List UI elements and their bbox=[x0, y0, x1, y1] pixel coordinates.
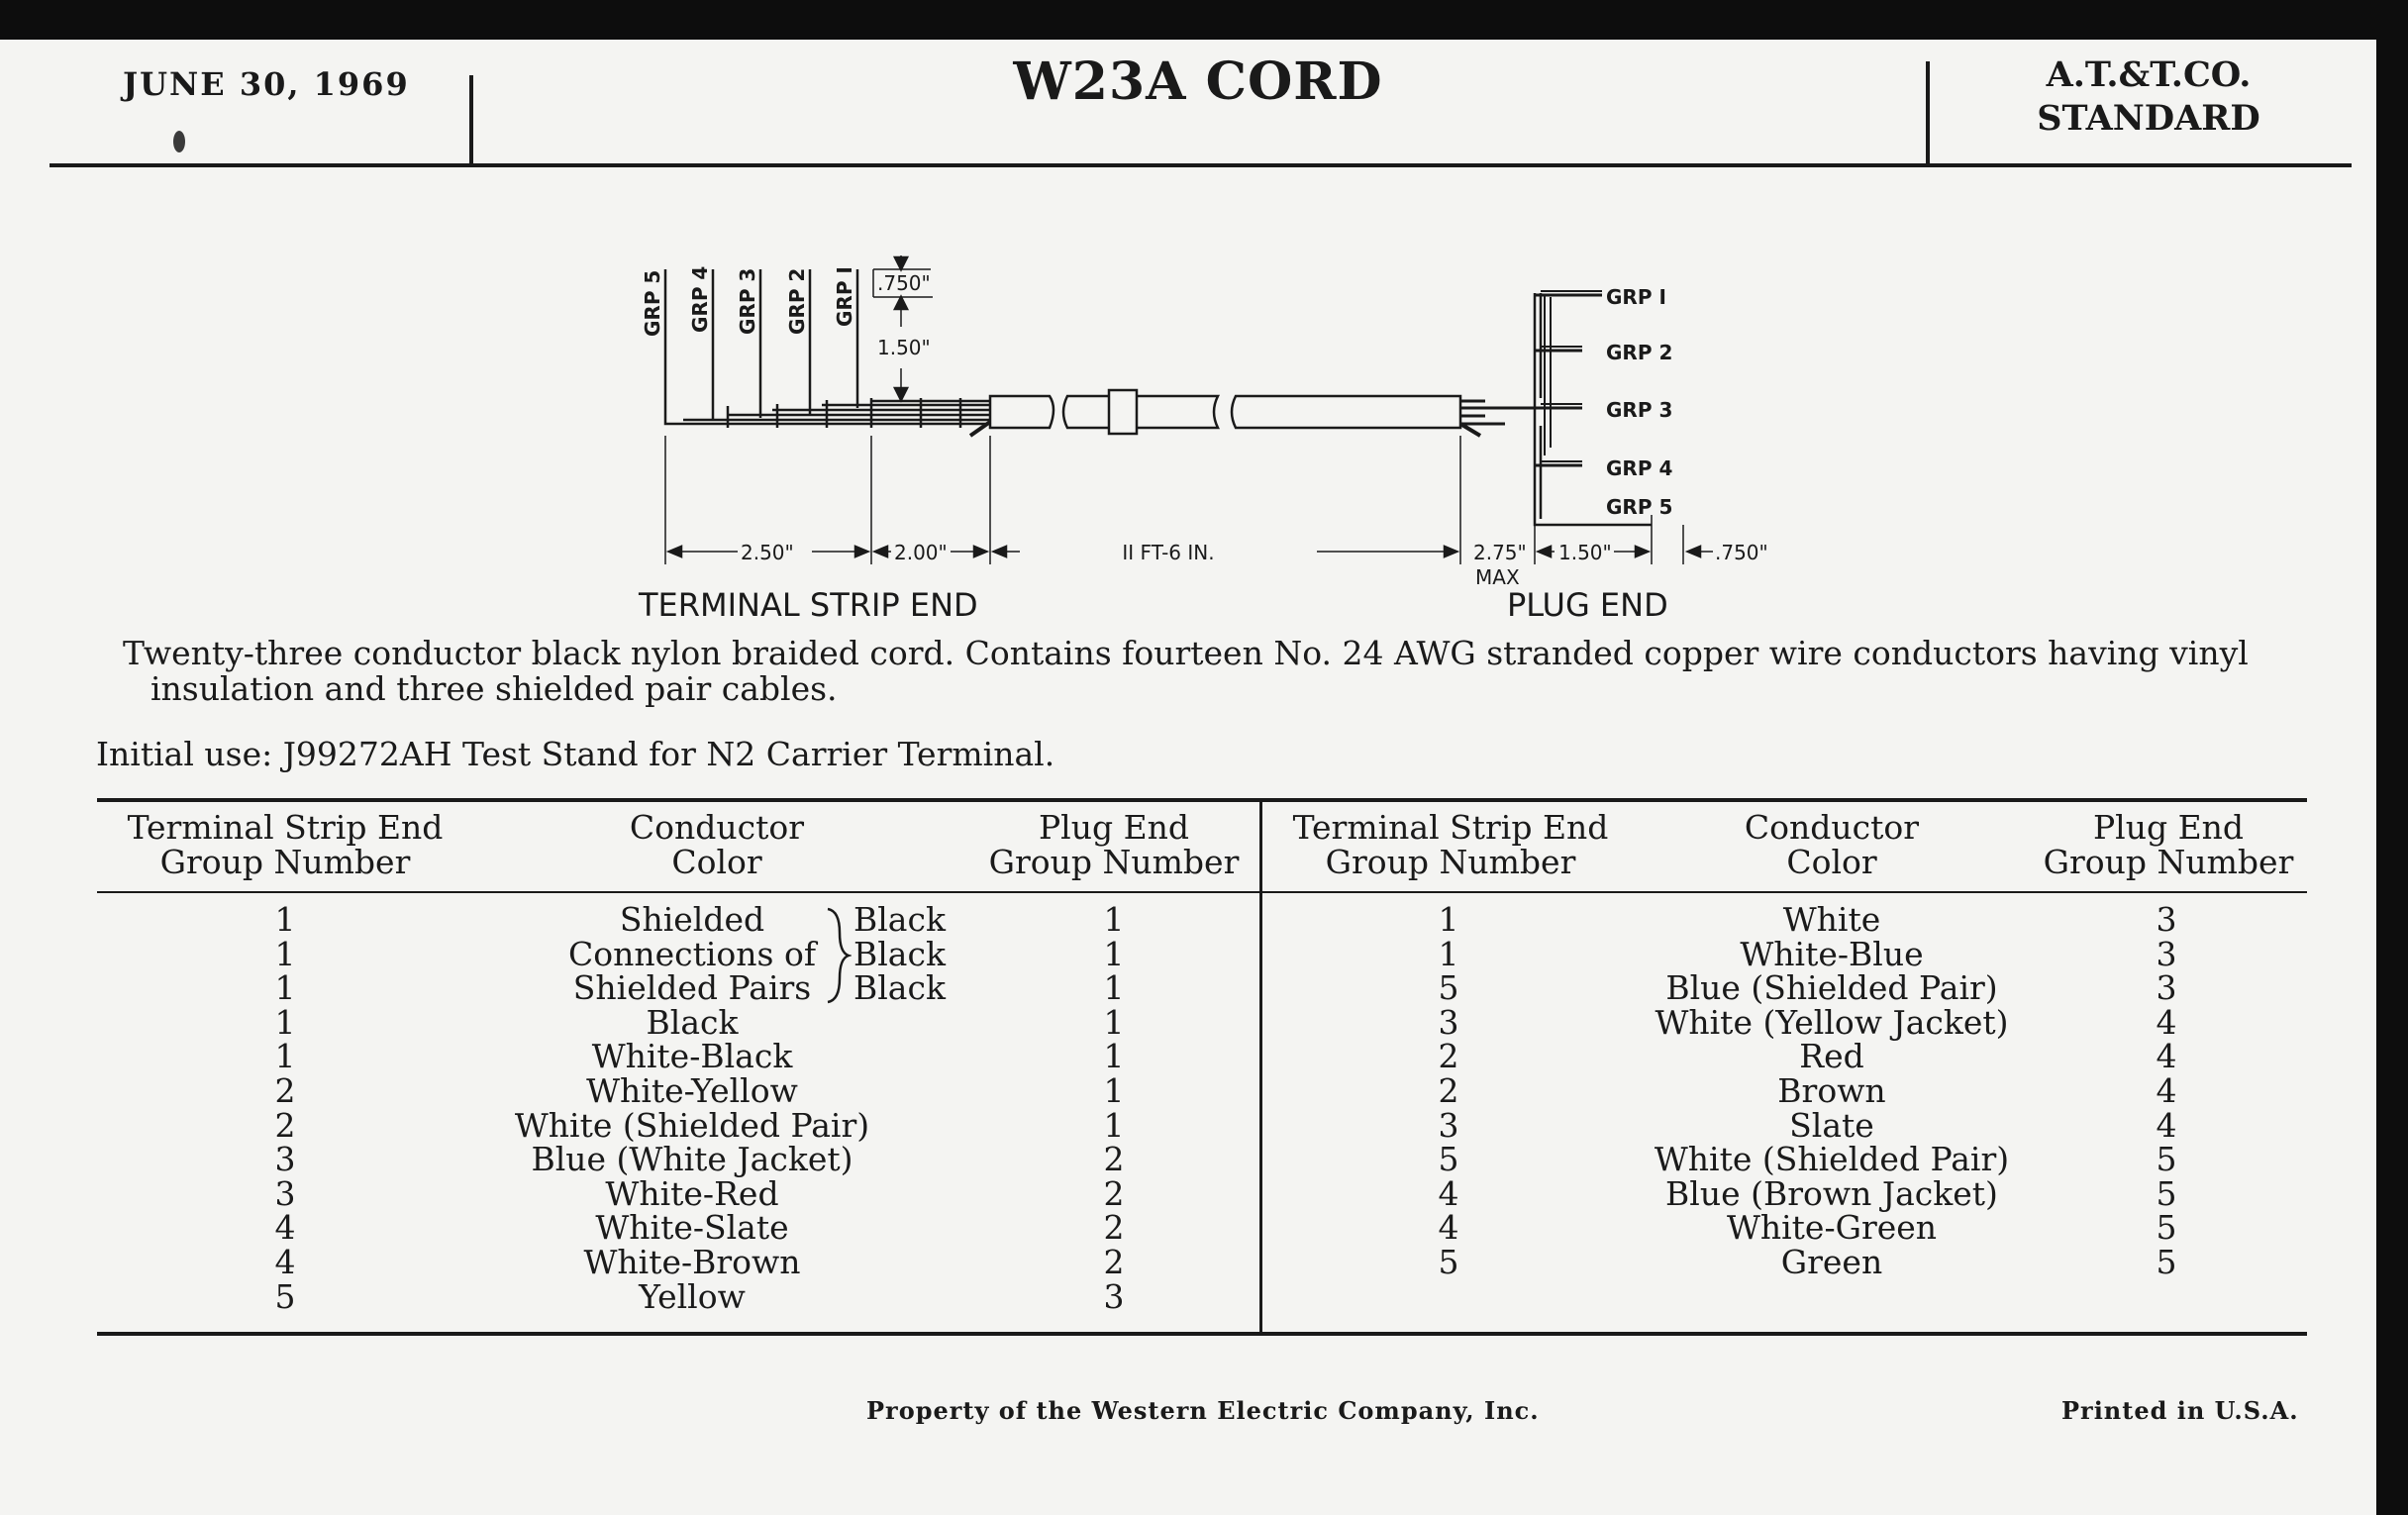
table-cell: Black bbox=[646, 1002, 739, 1042]
plug-label-grp2: GRP 2 bbox=[1606, 341, 1673, 364]
header-text: Group Number bbox=[988, 843, 1240, 881]
table-cell: White (Shielded Pair) bbox=[1654, 1140, 2010, 1179]
table-cell: White-Green bbox=[1726, 1208, 1938, 1248]
table-cell: White-Brown bbox=[583, 1242, 801, 1281]
table-cell: Red bbox=[1799, 1037, 1864, 1076]
table-cell: 5 bbox=[274, 1276, 296, 1316]
dim-cord-length: II FT-6 IN. bbox=[1122, 541, 1215, 564]
table-cell: 3 bbox=[274, 1173, 296, 1213]
table-cell: 1 bbox=[1103, 900, 1125, 939]
table-cell: 1 bbox=[1103, 1105, 1125, 1145]
table-cell: White-Red bbox=[605, 1173, 779, 1213]
table-cell: White-Black bbox=[591, 1037, 793, 1076]
table-cell: White (Shielded Pair) bbox=[514, 1105, 870, 1145]
table-cell: 3 bbox=[1438, 1105, 1459, 1145]
table-cell: Connections of bbox=[567, 934, 817, 973]
table-cell: 1 bbox=[274, 900, 296, 939]
table-cell: Shielded bbox=[619, 900, 765, 939]
table-cell: 5 bbox=[2156, 1208, 2177, 1248]
table-cell: 1 bbox=[1438, 900, 1459, 939]
table-cell: 4 bbox=[2156, 1105, 2177, 1145]
right-color-column bbox=[1604, 900, 2059, 1281]
table-cell: 4 bbox=[2156, 1037, 2177, 1076]
table-cell: White (Yellow Jacket) bbox=[1655, 1002, 2009, 1042]
table-cell: 3 bbox=[1438, 1002, 1459, 1042]
shielded-pair-brace bbox=[822, 903, 852, 1008]
label-terminal-strip-end: TERMINAL STRIP END bbox=[639, 586, 978, 624]
table-cell: 1 bbox=[274, 934, 296, 973]
table-cell: 1 bbox=[1103, 968, 1125, 1008]
table-cell: White-Slate bbox=[595, 1208, 789, 1248]
terminal-label-grp5: GRP 5 bbox=[641, 269, 664, 337]
footer-printed-in: Printed in U.S.A. bbox=[2061, 1396, 2299, 1425]
table-cell: 2 bbox=[1103, 1140, 1125, 1179]
table-cell: Black bbox=[853, 968, 946, 1008]
header-text: Plug End bbox=[1038, 808, 1190, 847]
table-cell: Green bbox=[1780, 1242, 1883, 1281]
header-text: Group Number bbox=[2043, 843, 2294, 881]
standard-line-1: A.T.&T.CO. bbox=[2046, 54, 2252, 95]
left-plug-column bbox=[1064, 900, 1163, 1316]
standard-line-2: STANDARD bbox=[2037, 98, 2260, 139]
table-cell: 3 bbox=[2156, 968, 2177, 1008]
header-text: Terminal Strip End bbox=[127, 808, 444, 847]
table-cell: 1 bbox=[1103, 1037, 1125, 1076]
table-cell: 1 bbox=[274, 1037, 296, 1076]
table-header-rule bbox=[97, 891, 2307, 893]
table-cell: 4 bbox=[1438, 1173, 1459, 1213]
left-terminal-column bbox=[236, 900, 335, 1316]
table-cell: 5 bbox=[2156, 1242, 2177, 1281]
dim-150-plug: 1.50" bbox=[1558, 541, 1612, 564]
table-cell: Black bbox=[853, 934, 946, 973]
dim-150-top: 1.50" bbox=[877, 336, 931, 359]
table-cell: 3 bbox=[2156, 934, 2177, 973]
table-cell: Blue (Shielded Pair) bbox=[1665, 968, 1998, 1008]
header-plug-group-right bbox=[2030, 810, 2307, 879]
table-cell: White-Blue bbox=[1740, 934, 1924, 973]
table-cell: Black bbox=[853, 900, 946, 939]
table-cell: 5 bbox=[1438, 968, 1459, 1008]
header-text: Color bbox=[671, 843, 762, 881]
plug-label-grp1: GRP I bbox=[1606, 285, 1666, 309]
terminal-label-grp3: GRP 3 bbox=[736, 267, 759, 335]
table-cell: 1 bbox=[274, 1002, 296, 1042]
header-terminal-group-right bbox=[1262, 810, 1639, 879]
plug-label-grp3: GRP 3 bbox=[1606, 398, 1673, 422]
table-cell: Shielded Pairs bbox=[572, 968, 812, 1008]
right-terminal-column bbox=[1399, 900, 1498, 1281]
dim-750-plug: .750" bbox=[1715, 541, 1768, 564]
plug-label-grp4: GRP 4 bbox=[1606, 456, 1673, 480]
table-cell: 5 bbox=[2156, 1140, 2177, 1179]
table-cell: 1 bbox=[1103, 934, 1125, 973]
table-cell: 2 bbox=[1438, 1037, 1459, 1076]
table-cell: 4 bbox=[2156, 1070, 2177, 1110]
dim-275: 2.75" bbox=[1473, 541, 1527, 564]
header-conductor-color-right bbox=[1634, 810, 2030, 879]
right-plug-column bbox=[2117, 900, 2216, 1281]
table-cell: 3 bbox=[1103, 1276, 1125, 1316]
footer-property-notice: Property of the Western Electric Company, Inc. bbox=[866, 1396, 1540, 1425]
cord-description bbox=[123, 636, 2341, 707]
table-cell: 1 bbox=[1438, 934, 1459, 973]
table-cell: 1 bbox=[274, 968, 296, 1008]
table-cell: 2 bbox=[274, 1105, 296, 1145]
table-cell: White bbox=[1782, 900, 1881, 939]
initial-use: Initial use: J99272AH Test Stand for N2 Carrier Terminal. bbox=[96, 735, 1055, 773]
table-cell: 3 bbox=[2156, 900, 2177, 939]
table-cell: 5 bbox=[2156, 1173, 2177, 1213]
table-cell: 2 bbox=[1438, 1070, 1459, 1110]
table-cell: 2 bbox=[1103, 1208, 1125, 1248]
table-cell: 5 bbox=[1438, 1140, 1459, 1179]
terminal-label-grp4: GRP 4 bbox=[688, 265, 712, 333]
header-text: Terminal Strip End bbox=[1292, 808, 1609, 847]
plug-label-grp5: GRP 5 bbox=[1606, 495, 1673, 519]
table-cell: Yellow bbox=[639, 1276, 746, 1316]
table-cell: 1 bbox=[1103, 1002, 1125, 1042]
table-cell: Brown bbox=[1777, 1070, 1886, 1110]
header-text: Group Number bbox=[159, 843, 411, 881]
header-date: JUNE 30, 1969 bbox=[123, 65, 410, 103]
table-cell: 2 bbox=[274, 1070, 296, 1110]
table-cell: 4 bbox=[274, 1242, 296, 1281]
dim-250: 2.50" bbox=[741, 541, 794, 564]
table-cell: 4 bbox=[1438, 1208, 1459, 1248]
header-conductor-color-left bbox=[515, 810, 919, 879]
table-cell: 2 bbox=[1103, 1173, 1125, 1213]
table-cell: Blue (White Jacket) bbox=[531, 1140, 853, 1179]
dim-750-top: .750" bbox=[877, 271, 931, 295]
table-cell: 4 bbox=[274, 1208, 296, 1248]
table-cell: Slate bbox=[1789, 1105, 1874, 1145]
cord-diagram bbox=[0, 0, 2408, 634]
table-cell: 4 bbox=[2156, 1002, 2177, 1042]
table-bottom-rule bbox=[97, 1332, 2307, 1336]
header-text: Group Number bbox=[1325, 843, 1576, 881]
description-line-2: insulation and three shielded pair cables. bbox=[150, 669, 838, 708]
left-brace-values bbox=[853, 900, 946, 1008]
dim-max: MAX bbox=[1475, 565, 1520, 589]
header-text: Plug End bbox=[2092, 808, 2245, 847]
header-terminal-group-left bbox=[97, 810, 473, 879]
table-cell: 2 bbox=[1103, 1242, 1125, 1281]
table-cell: Blue (Brown Jacket) bbox=[1665, 1173, 1998, 1213]
label-plug-end: PLUG END bbox=[1507, 586, 1668, 624]
dim-200: 2.00" bbox=[894, 541, 948, 564]
table-top-rule bbox=[97, 798, 2307, 802]
table-cell: White-Yellow bbox=[586, 1070, 798, 1110]
header-text: Color bbox=[1786, 843, 1877, 881]
header-text: Conductor bbox=[1744, 808, 1920, 847]
terminal-label-grp2: GRP 2 bbox=[785, 267, 809, 335]
description-line-1: Twenty-three conductor black nylon braided cord. Contains fourteen No. 24 AWG stranded copper wire conductors having vinyl bbox=[123, 634, 2249, 672]
header-title: W23A CORD bbox=[1013, 51, 1383, 112]
table-cell: 5 bbox=[1438, 1242, 1459, 1281]
header-plug-group-left bbox=[970, 810, 1257, 879]
table-cell: 1 bbox=[1103, 1070, 1125, 1110]
header-text: Conductor bbox=[629, 808, 805, 847]
terminal-label-grp1: GRP I bbox=[833, 266, 856, 327]
table-cell: 3 bbox=[274, 1140, 296, 1179]
